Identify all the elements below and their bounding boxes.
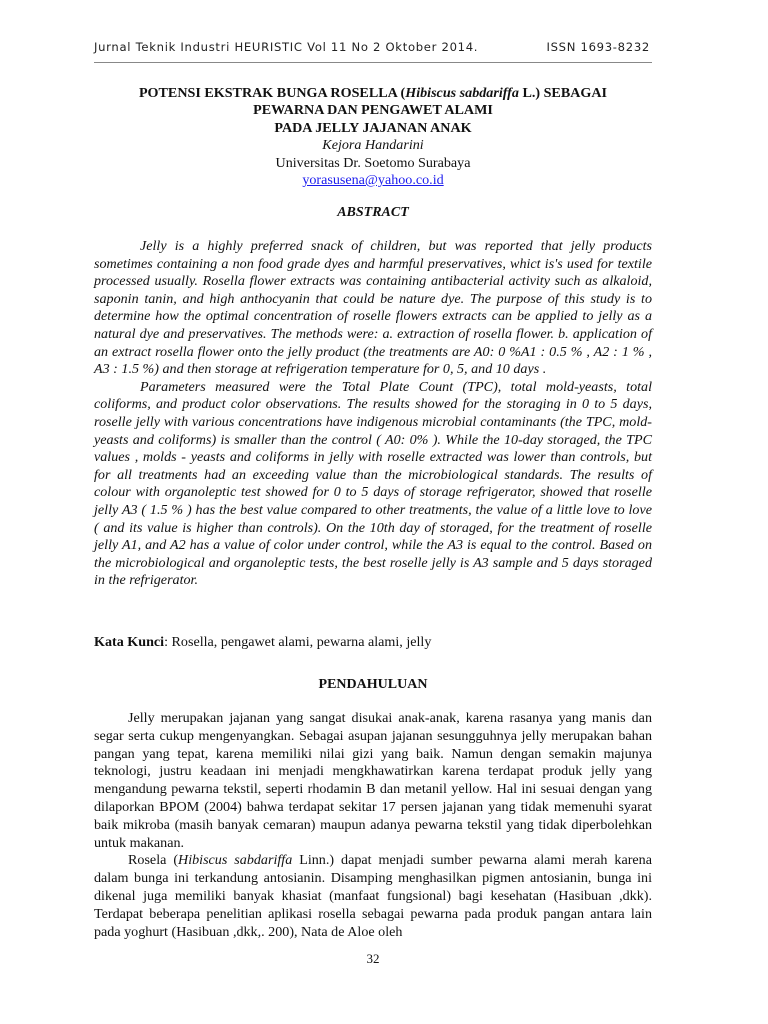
keywords-label: Kata Kunci <box>94 634 165 650</box>
introduction-body <box>94 710 652 941</box>
abstract-paragraph-2: Parameters measured were the Total Plate Count (TPC), total mold-yeasts, total coliforms, and product color observations. The results showed for the storaging in 0 to 5 days, roselle jelly with various concentrations have indigenous microbial contaminants (the TPC, mold- yeasts and coliforms) is smaller than the control ( A0: 0% ). While the 10-day storaged, the TPC values , molds - yeasts and coliforms in jelly with roselle extracted was lower than controls, but for all treatments had an exceeding value than the microbiological standards. The results of colour with organoleptic test showed for 0 to 5 days of storage refrigerator, showed that roselle jelly A3 ( 1.5 % ) has the best value compared to other treatments, the value of a little love to love ( and its value is higher than controls). On the 10th day of storaged, for the treatment of roselle jelly A1, and A2 has a value of color under control, while the A3 is equal to the control. Based on the microbiological and organoleptic tests, the best roselle jelly is A3 sample and 5 days storaged in the refrigerator. <box>94 378 652 589</box>
page-number: 32 <box>366 951 380 966</box>
paper-title-line-1: POTENSI EKSTRAK BUNGA ROSELLA (Hibiscus sabdariffa L.) SEBAGAI <box>138 85 608 101</box>
introduction-paragraph-1: Jelly merupakan jajanan yang sangat disukai anak-anak, karena rasanya yang manis dan segar serta cukup mengenyangkan. Sebagai asupan jajanan sesungguhnya jelly merupakan bahan pangan yang tepat, karena memiliki nilai gizi yang baik. Namun dengan semakin majunya teknologi, justru keadaan ini menjadi mengkhawatirkan karena terdapat produk jelly yang mengandung pewarna tekstil, seperti rhodamin B dan metanil yellow. Hal ini sesuai dengan yang dilaporkan BPOM (2004) bahwa terdapat sekitar 17 persen jajanan yang tidak memenuhi syarat baik mikroba (masih banyak cemaran) maupun adanya pewarna tekstil yang tidak diperbolehkan untuk makanan. <box>94 710 652 851</box>
keywords <box>94 634 652 651</box>
paper-title-line-3: PADA JELLY JAJANAN ANAK <box>274 119 472 136</box>
abstract-body <box>94 238 652 590</box>
abstract-paragraph-1: Jelly is a highly preferred snack of children, but was reported that jelly products sometimes containing a non food grade dyes and harmful preservatives, whict is's used for textile processed usually. Rosella flower extracts was containing antibacterial activity such as alkaloid, saponin tanin, and high anthocyanin that could be nature dye. The purpose of this study is to determine how the optimal concentration of roselle flowers extracts can be applied to jelly as a natural dye and preservatives. The methods were: a. extraction of rosella flower. b. application of an extract rosella flower onto the jelly product (the treatments are A0: 0 %A1 : 0.5 % , A2 : 1 % , A3 : 1.5 %) and then storage at refrigeration temperature for 0, 5, and 10 days . <box>94 238 652 378</box>
author-name: Kejora Handarini <box>322 137 424 154</box>
abstract-heading: ABSTRACT <box>337 205 409 220</box>
journal-citation: Jurnal Teknik Industri HEURISTIC Vol 11 No 2 Oktober 2014. <box>94 40 479 54</box>
author-affiliation: Universitas Dr. Soetomo Surabaya <box>275 154 471 171</box>
introduction-paragraph-2: Rosela (Hibiscus sabdariffa Linn.) dapat menjadi sumber pewarna alami merah karena dalam bunga ini terkandung antosianin. Disamping menghasilkan pigmen antosianin, bunga ini dikenal juga memiliki banyak khasiat (manfaat fungsional) bagi kesehatan (Hasibuan ,dkk). Terdapat beberapa penelitian aplikasi rosella sebagai pewarna pada produk pangan antara lain pada yoghurt (Hasibuan ,dkk,. 200), Nata de Aloe oleh <box>94 852 652 940</box>
species-name: Hibiscus sabdariffa <box>178 852 293 869</box>
header-divider <box>94 62 652 63</box>
species-name: Hibiscus sabdariffa <box>405 85 519 101</box>
paper-title-line-2: PEWARNA DAN PENGAWET ALAMI <box>253 102 493 119</box>
section-heading-introduction: PENDAHULUAN <box>318 677 428 692</box>
title-block <box>94 85 652 189</box>
keywords-text: : Rosella, pengawet alami, pewarna alami, jelly <box>164 634 432 650</box>
issn-label: ISSN 1693-8232 <box>546 40 650 54</box>
running-header <box>94 40 650 56</box>
author-email-link[interactable]: yorasusena@yahoo.co.id <box>302 172 444 189</box>
